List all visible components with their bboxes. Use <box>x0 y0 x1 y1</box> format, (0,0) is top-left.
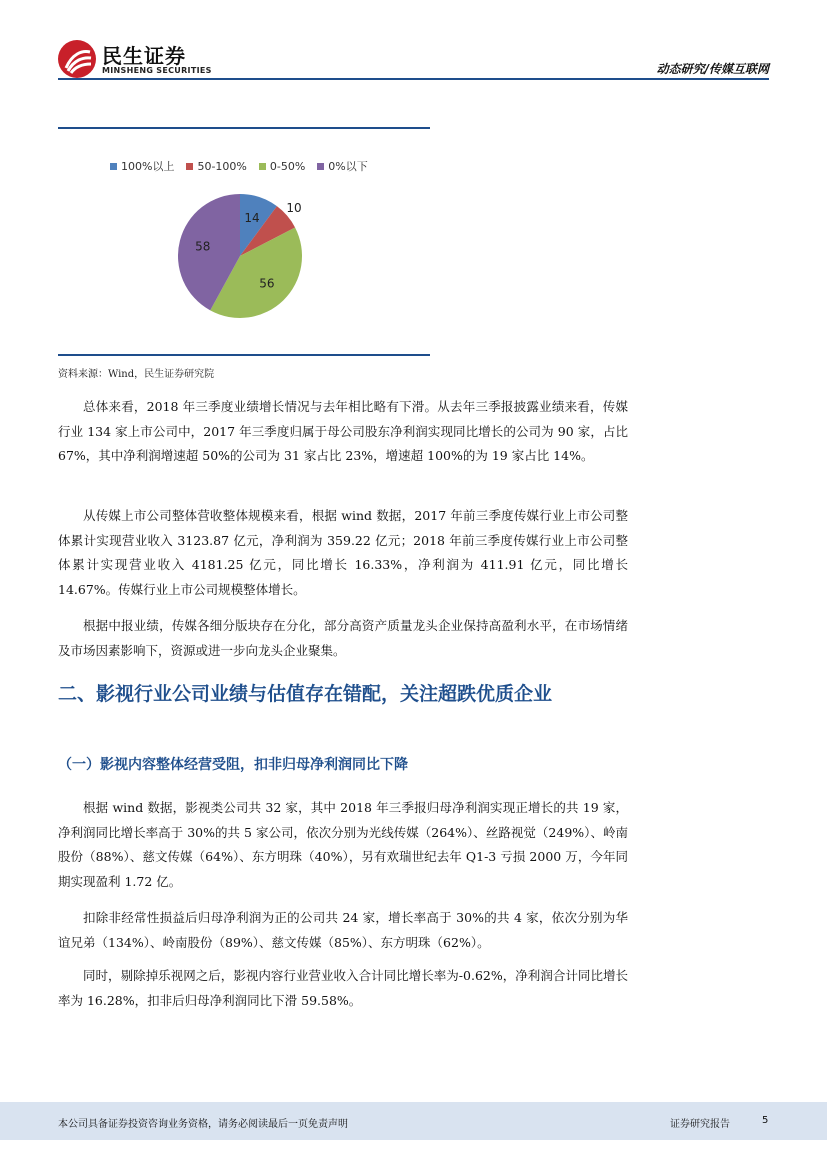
brand-name-cn: 民生证券 <box>102 44 186 68</box>
section-heading: 二、影视行业公司业绩与估值存在错配，关注超跌优质企业 <box>58 683 553 705</box>
pie-data-label: 58 <box>195 239 211 254</box>
legend-swatch <box>259 163 266 170</box>
minsheng-logo-icon <box>58 40 96 78</box>
legend-item <box>110 158 174 174</box>
header-divider <box>58 78 769 80</box>
legend-swatch <box>317 163 324 170</box>
legend-item <box>317 158 367 174</box>
legend-label: 100%以上 <box>121 160 175 173</box>
legend-label: 0%以下 <box>328 160 368 173</box>
document-type: 动态研究/传媒互联网 <box>656 62 769 76</box>
paragraph: 扣除非经常性损益后归母净利润为正的公司共 24 家，增长率高于 30%的共 4 家，依次分别为华谊兄弟（134%）、岭南股份（89%）、慈文传媒（85%）、东方明珠（62%）。 <box>58 910 628 950</box>
page-header <box>0 0 827 80</box>
legend-item <box>186 158 246 174</box>
figure-top-rule <box>58 127 430 129</box>
page-number: 5 <box>762 1115 769 1126</box>
legend-swatch <box>186 163 193 170</box>
paragraph: 根据中报业绩，传媒各细分版块存在分化，部分高资产质量龙头企业保持高盈利水平，在市场情绪及市场因素影响下，资源或进一步向龙头企业聚集。 <box>58 618 628 658</box>
legend-swatch <box>110 163 117 170</box>
brand-name-en: MINSHENG SECURITIES <box>102 66 212 75</box>
paragraph: 从传媒上市公司整体营收整体规模来看，根据 wind 数据，2017 年前三季度传媒行业上市公司整体累计实现营业收入 3123.87 亿元，净利润为 359.22 亿元；2018 年前三季度传媒行业上市公司整体累计实现营业收入 4181.25 亿元，同比增长 16.33%，净利润为 411.91 亿元，同比增长 14.67%。传媒行业上市公司规模整体增长。 <box>58 508 628 597</box>
subsection-heading: （一）影视内容整体经营受阻，扣非归母净利润同比下降 <box>58 757 408 773</box>
pie-data-label: 14 <box>244 211 260 225</box>
footer-disclaimer: 本公司具备证券投资咨询业务资格，请务必阅读最后一页免责声明 <box>58 1119 348 1130</box>
chart-legend <box>110 158 410 174</box>
legend-label: 0-50% <box>269 159 306 173</box>
pie-chart <box>170 186 310 321</box>
page-footer <box>0 1102 827 1140</box>
figure-bottom-rule <box>58 354 430 356</box>
paragraph: 同时，剔除掉乐视网之后，影视内容行业营业收入合计同比增长率为-0.62%，净利润合计同比增长率为 16.28%，扣非后归母净利润同比下滑 59.58%。 <box>58 968 628 1008</box>
pie-data-label: 10 <box>286 201 302 215</box>
legend-label: 50-100% <box>197 159 247 173</box>
footer-report-type: 证券研究报告 <box>670 1119 730 1130</box>
legend-item <box>259 158 305 174</box>
pie-data-label: 56 <box>259 276 275 291</box>
paragraph: 根据 wind 数据，影视类公司共 32 家，其中 2018 年三季报归母净利润实现正增长的共 19 家，净利润同比增长率高于 30%的共 5 家公司，依次分别为光线传媒（264%）、丝路视觉（249%）、岭南股份（88%）、慈文传媒（64%）、东方明珠（40%），另有欢瑞世纪去年 Q1-3 亏损 2000 万，今年同期实现盈利 1.72 亿。 <box>58 800 628 889</box>
paragraph: 总体来看，2018 年三季度业绩增长情况与去年相比略有下滑。从去年三季报披露业绩来看，传媒行业 134 家上市公司中，2017 年三季度归属于母公司股东净利润实现同比增长的公司为 90 家，占比 67%，其中净利润增速超 50%的公司为 31 家占比 23%，增速超 100%的为 19 家占比 14%。 <box>58 399 628 463</box>
figure-source: 资料来源：Wind，民生证券研究院 <box>58 369 215 380</box>
